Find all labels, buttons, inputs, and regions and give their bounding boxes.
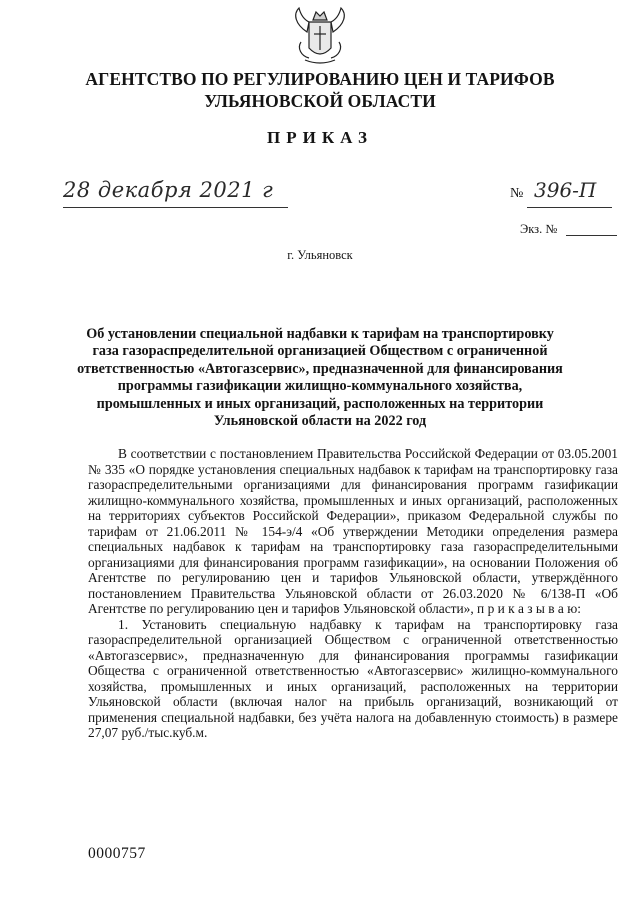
- document-type: ПРИКАЗ: [267, 128, 373, 147]
- copy-number-underline: [566, 235, 617, 236]
- order-number: 396-П: [534, 178, 597, 202]
- document-code: 0000757: [88, 845, 146, 862]
- number-underline: [527, 207, 612, 208]
- date-underline: [63, 207, 288, 208]
- city: г. Ульяновск: [287, 248, 353, 262]
- number-label: №: [510, 186, 524, 201]
- preamble-paragraph: В соответствии с постановлением Правительства Российской Федерации от 03.05.2001 № 335 «О порядке установления специальных надбавок к тарифам на транспортировку газа газораспределительными организациями для финансирования программ газификации жилищно-коммунального хозяйства, промышленных и иных организаций, расположенных на территориях субъектов Российской Федерации», приказом Федеральной службы по тарифам от 21.06.2011 № 154-э/4 «Об утверждении Методики определения размера специальных надбавок к тарифам на транспортировку газа газораспределительными организациями для финансирования программ газификации», на основании Положения об Агентстве по регулированию цен и тарифов Ульяновской области, утверждённого постановлением Правительства Ульяновской области от 26.03.2020 № 6/138-П «Об Агентстве по регулированию цен и тарифов Ульяновской области», п р и к а з ы в а ю:: [88, 446, 618, 616]
- coat-of-arms-icon: [287, 2, 353, 68]
- agency-name-line2: УЛЬЯНОВСКОЙ ОБЛАСТИ: [204, 91, 436, 111]
- handwritten-date: 28 декабря 2021 г: [63, 178, 274, 202]
- copy-number-label: Экз. №: [520, 222, 558, 236]
- clause-1-paragraph: 1. Установить специальную надбавку к тарифам на транспортировку газа газораспределительной организацией Обществом с ограниченной ответственностью «Автогазсервис», предназначенную для финансирования программы газификации Общества с ограниченной ответственностью «Автогазсервис» жилищно-коммунального хозяйства, промышленных и иных организаций, расположенных на территории Ульяновской области (включая налог на прибыль организаций, возникающий от применения специальной надбавки, без учёта налога на добавленную стоимость) в размере 27,07 руб./тыс.куб.м.: [88, 616, 618, 740]
- order-body: [88, 446, 618, 741]
- order-title: Об установлении специальной надбавки к тарифам на транспортировку газа газораспределительной организацией Обществом с ограниченной ответственностью «Автогазсервис», предназначенной для финансирования программы газификации жилищно-коммунального хозяйства, промышленных и иных организаций, расположенных на территории Ульяновской области на 2022 год: [77, 326, 563, 430]
- agency-name-line1: АГЕНТСТВО ПО РЕГУЛИРОВАНИЮ ЦЕН И ТАРИФОВ: [85, 69, 555, 89]
- agency-name: [60, 68, 580, 112]
